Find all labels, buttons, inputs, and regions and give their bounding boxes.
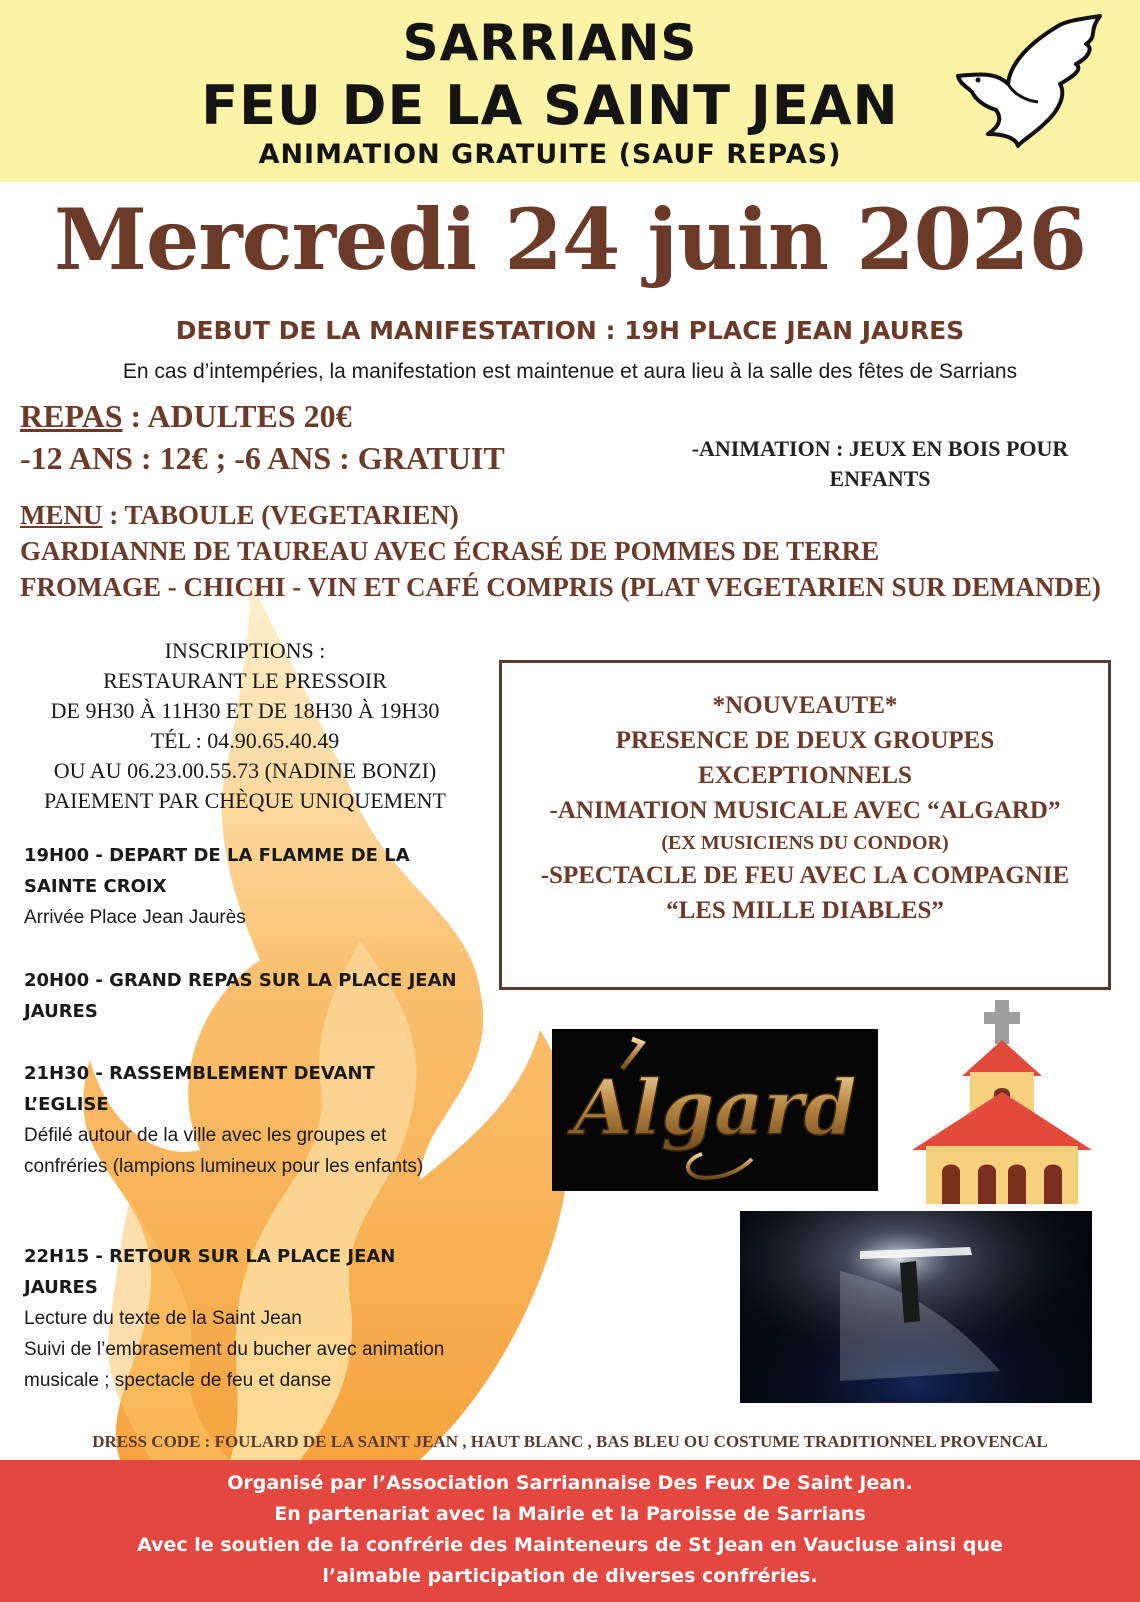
algard-logo-image xyxy=(552,1029,878,1191)
footer-text xyxy=(0,1468,1140,1592)
inscriptions-line: TÉL : 04.90.65.40.49 xyxy=(150,728,340,753)
animation-enfants: -ANIMATION : JEUX EN BOIS POUR ENFANTS xyxy=(691,436,1069,491)
fire-show-illustration xyxy=(740,1211,1092,1403)
nouveaute-line: *NOUVEAUTE* xyxy=(712,692,898,719)
programme-desc: Défilé autour de la ville avec les groupes et confréries (lampions lumineux pour les enfants) xyxy=(24,1125,424,1177)
church-icon xyxy=(912,1000,1092,1204)
footer-line: Organisé par l’Association Sarriannaise Des Feux De Saint Jean. xyxy=(227,1472,913,1494)
nouveaute-line: -SPECTACLE DE FEU AVEC LA COMPAGNIE xyxy=(540,862,1070,889)
nouveaute-line: PRESENCE DE DEUX GROUPES xyxy=(615,727,995,754)
dove-icon xyxy=(948,14,1108,164)
programme-title: 20H00 - GRAND REPAS SUR LA PLACE JEAN JAURES xyxy=(24,970,457,1022)
repas-adults xyxy=(20,398,352,435)
programme-item xyxy=(24,1241,464,1396)
nouveaute-line: “LES MILLE DIABLES” xyxy=(666,897,944,924)
footer-line: En partenariat avec la Mairie et la Paroisse de Sarrians xyxy=(274,1503,866,1525)
repas-label: REPAS xyxy=(20,398,123,434)
menu-line-3: FROMAGE - CHICHI - VIN ET CAFÉ COMPRIS (PLAT VEGETARIEN SUR DEMANDE) xyxy=(20,572,1101,602)
nouveaute-line: (EX MUSICIENS DU CONDOR) xyxy=(661,832,949,854)
programme-title: 21H30 - RASSEMBLEMENT DEVANT L’EGLISE xyxy=(24,1063,375,1115)
inscriptions-line: DE 9H30 À 11H30 ET DE 18H30 À 19H30 xyxy=(50,698,440,723)
menu-line-2: GARDIANNE DE TAUREAU AVEC ÉCRASÉ DE POMMES DE TERRE xyxy=(20,536,880,566)
algard-logo xyxy=(552,1029,878,1191)
town-title: SARRIANS xyxy=(402,14,698,72)
programme-item xyxy=(24,965,464,1027)
event-date: Mercredi 24 juin 2026 xyxy=(53,190,1087,289)
repas-children: -12 ANS : 12€ ; -6 ANS : GRATUIT xyxy=(20,440,505,476)
inscriptions-line: INSCRIPTIONS : xyxy=(164,638,326,663)
nouveaute-line: -ANIMATION MUSICALE AVEC “ALGARD” xyxy=(549,797,1061,824)
programme-desc: Lecture du texte de la Saint Jean xyxy=(24,1308,302,1329)
programme-item xyxy=(24,1058,464,1182)
start-line: DEBUT DE LA MANIFESTATION : 19H PLACE JEAN JAURES xyxy=(175,316,965,345)
programme-title: 22H15 - RETOUR SUR LA PLACE JEAN JAURES xyxy=(24,1246,396,1298)
programme-title: 19H00 - DEPART DE LA FLAMME DE LA SAINTE CROIX xyxy=(24,845,410,897)
dress-code: DRESS CODE : FOULARD DE LA SAINT JEAN , HAUT BLANC , BAS BLEU OU COSTUME TRADITIONNEL PROVENCAL xyxy=(92,1432,1048,1451)
inscriptions-line: RESTAURANT LE PRESSOIR xyxy=(103,668,387,693)
header-band xyxy=(0,0,1140,182)
nouveaute-line: EXCEPTIONNELS xyxy=(698,762,912,789)
footer-line: l’aimable participation de diverses confréries. xyxy=(322,1565,818,1587)
programme-desc: Arrivée Place Jean Jaurès xyxy=(24,907,246,928)
inscriptions-line: OU AU 06.23.00.55.73 (NADINE BONZI) xyxy=(53,758,437,783)
menu-starter: : TABOULE (VEGETARIEN) xyxy=(102,500,459,530)
nouveaute-text xyxy=(499,688,1111,928)
repas-adults-price: : ADULTES 20€ xyxy=(122,398,352,434)
inscriptions-block xyxy=(20,636,470,816)
fire-show-photo xyxy=(740,1211,1092,1403)
event-title: FEU DE LA SAINT JEAN xyxy=(201,74,899,137)
algard-logo-text: Algard xyxy=(573,1063,857,1152)
programme-item xyxy=(24,840,464,933)
menu-label: MENU xyxy=(20,500,103,530)
inscriptions-line: PAIEMENT PAR CHÈQUE UNIQUEMENT xyxy=(44,788,446,813)
programme-desc-2: Suivi de l’embrasement du bucher avec animation musicale ; spectacle de feu et danse xyxy=(24,1339,445,1391)
event-tagline: ANIMATION GRATUITE (SAUF REPAS) xyxy=(258,139,842,170)
footer-line: Avec le soutien de la confrérie des Mainteneurs de St Jean en Vaucluse ainsi que xyxy=(137,1534,1003,1556)
weather-note: En cas d’intempéries, la manifestation est maintenue et aura lieu à la salle des fêtes de Sarrians xyxy=(122,360,1018,383)
menu-line-1 xyxy=(20,500,459,531)
